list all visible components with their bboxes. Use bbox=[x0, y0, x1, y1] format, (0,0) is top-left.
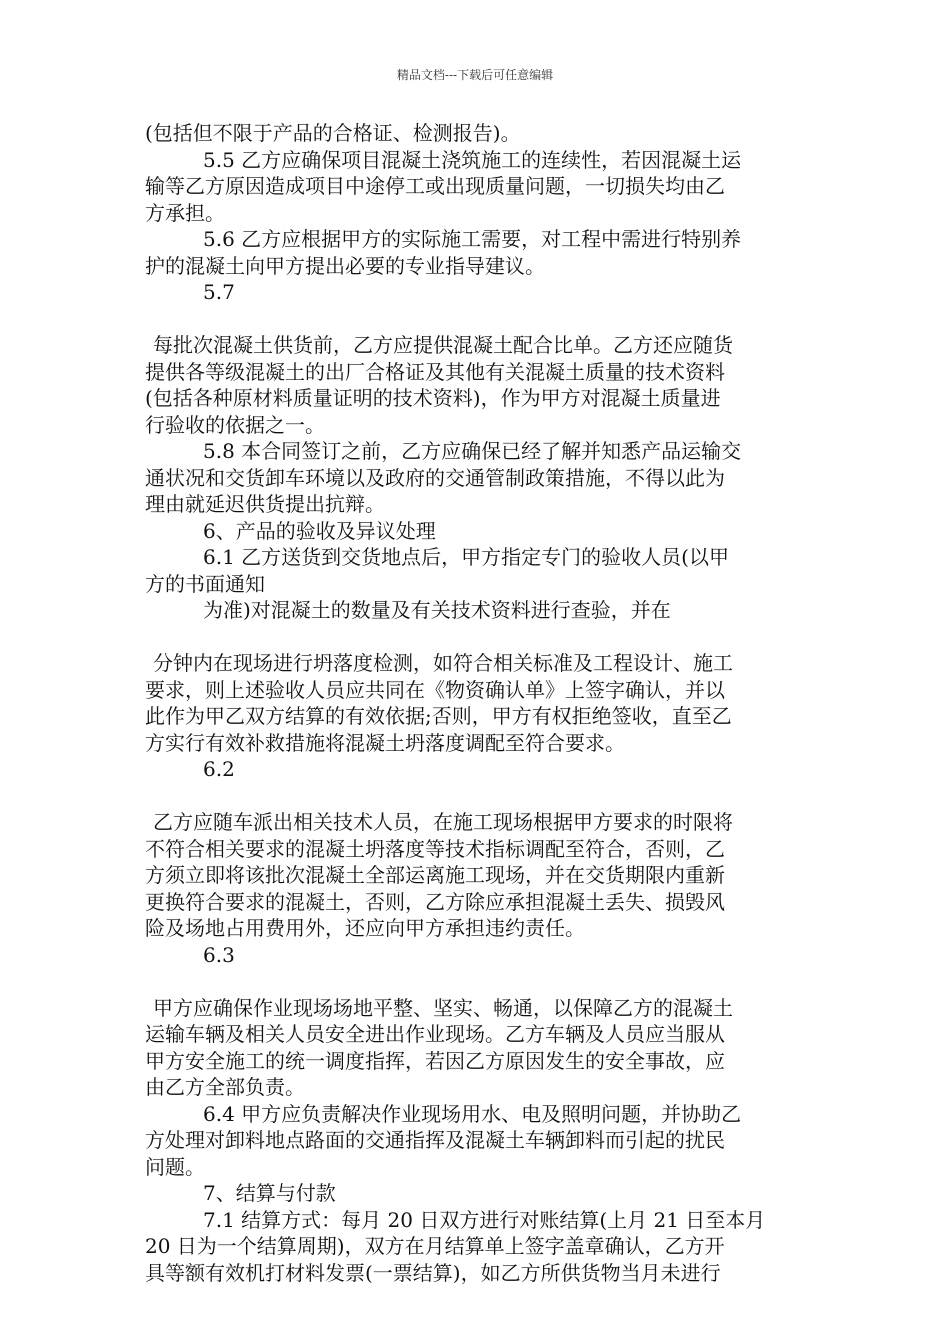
text-line: 6.1 乙方送货到交货地点后，甲方指定专门的验收人员(以甲 bbox=[203, 545, 729, 569]
text-line: 5.6 乙方应根据甲方的实际施工需要，对工程中需进行特别养 bbox=[203, 227, 742, 251]
page-header: 精品文档---下载后可任意编辑 bbox=[396, 68, 554, 82]
text-line: 7.1 结算方式：每月 20 日双方进行对账结算(上月 21 日至本月 bbox=[203, 1207, 766, 1232]
text-line: 要求，则上述验收人员应共同在《物资确认单》上签字确认，并以 bbox=[145, 677, 725, 702]
text-line: 行验收的依据之一。 bbox=[145, 412, 325, 437]
text-line: 5.8 本合同签订之前，乙方应确保已经了解并知悉产品运输交 bbox=[203, 439, 742, 463]
text-line: 通状况和交货卸车环境以及政府的交通管制政策措施，不得以此为 bbox=[145, 465, 725, 490]
document-body bbox=[145, 120, 810, 1286]
text-line: 此作为甲乙双方结算的有效依据;否则，甲方有权拒绝签收，直至乙 bbox=[145, 704, 732, 728]
text-line: 更换符合要求的混凝土，否则，乙方除应承担混凝土丢失、损毁风 bbox=[145, 889, 725, 914]
text-line: 问题。 bbox=[145, 1154, 205, 1179]
text-line: 方须立即将该批次混凝土全部运离施工现场，并在交货期限内重新 bbox=[145, 863, 725, 887]
text-line: 由乙方全部负责。 bbox=[145, 1075, 305, 1099]
text-line: 6.3 bbox=[203, 942, 235, 967]
text-line: 5.7 bbox=[203, 280, 235, 304]
text-line: 为准)对混凝土的数量及有关技术资料进行查验，并在 bbox=[203, 598, 671, 622]
text-line: 险及场地占用费用外，还应向甲方承担违约责任。 bbox=[145, 916, 585, 940]
text-line: 输等乙方原因造成项目中途停工或出现质量问题，一切损失均由乙 bbox=[145, 174, 725, 198]
blank-line bbox=[145, 783, 810, 810]
text-line: 20 日为一个结算周期)，双方在月结算单上签字盖章确认，乙方开 bbox=[145, 1234, 725, 1258]
text-line: (包括但不限于产品的合格证、检测报告)。 bbox=[145, 121, 521, 145]
text-line: 分钟内在现场进行坍落度检测，如符合相关标准及工程设计、施工 bbox=[153, 651, 733, 675]
text-line: 提供各等级混凝土的出厂合格证及其他有关混凝土质量的技术资料 bbox=[145, 359, 725, 384]
text-line: (包括各种原材料质量证明的技术资料)，作为甲方对混凝土质量进 bbox=[145, 386, 721, 410]
text-line: 方的书面通知 bbox=[145, 571, 265, 596]
text-line: 方实行有效补救措施将混凝土坍落度调配至符合要求。 bbox=[145, 730, 625, 755]
text-line: 具等额有效机打材料发票(一票结算)，如乙方所供货物当月未进行 bbox=[145, 1260, 721, 1285]
text-line: 乙方应随车派出相关技术人员，在施工现场根据甲方要求的时限将 bbox=[153, 810, 733, 834]
text-line: 理由就延迟供货提出抗辩。 bbox=[145, 492, 385, 516]
text-line: 6.2 bbox=[203, 757, 235, 781]
blank-line bbox=[145, 306, 810, 333]
text-line: 方承担。 bbox=[145, 200, 225, 225]
text-line: 方处理对卸料地点路面的交通指挥及混凝土车辆卸料而引起的扰民 bbox=[145, 1128, 725, 1152]
blank-line bbox=[145, 624, 810, 651]
text-line: 不符合相关要求的混凝土坍落度等技术指标调配至符合，否则，乙 bbox=[145, 836, 725, 861]
text-line: 6、产品的验收及异议处理 bbox=[203, 518, 436, 543]
text-line: 甲方安全施工的统一调度指挥，若因乙方原因发生的安全事故，应 bbox=[145, 1048, 725, 1073]
text-line: 每批次混凝土供货前，乙方应提供混凝土配合比单。乙方还应随货 bbox=[153, 333, 733, 357]
text-line: 运输车辆及相关人员安全进出作业现场。乙方车辆及人员应当服从 bbox=[145, 1022, 725, 1046]
text-line: 甲方应确保作业现场场地平整、坚实、畅通，以保障乙方的混凝土 bbox=[153, 995, 733, 1020]
text-line: 6.4 甲方应负责解决作业现场用水、电及照明问题，并协助乙 bbox=[203, 1101, 742, 1126]
text-line: 7、结算与付款 bbox=[203, 1181, 336, 1205]
blank-line bbox=[145, 968, 810, 995]
text-line: 5.5 乙方应确保项目混凝土浇筑施工的连续性，若因混凝土运 bbox=[203, 147, 742, 172]
text-line: 护的混凝土向甲方提出必要的专业指导建议。 bbox=[145, 253, 545, 278]
